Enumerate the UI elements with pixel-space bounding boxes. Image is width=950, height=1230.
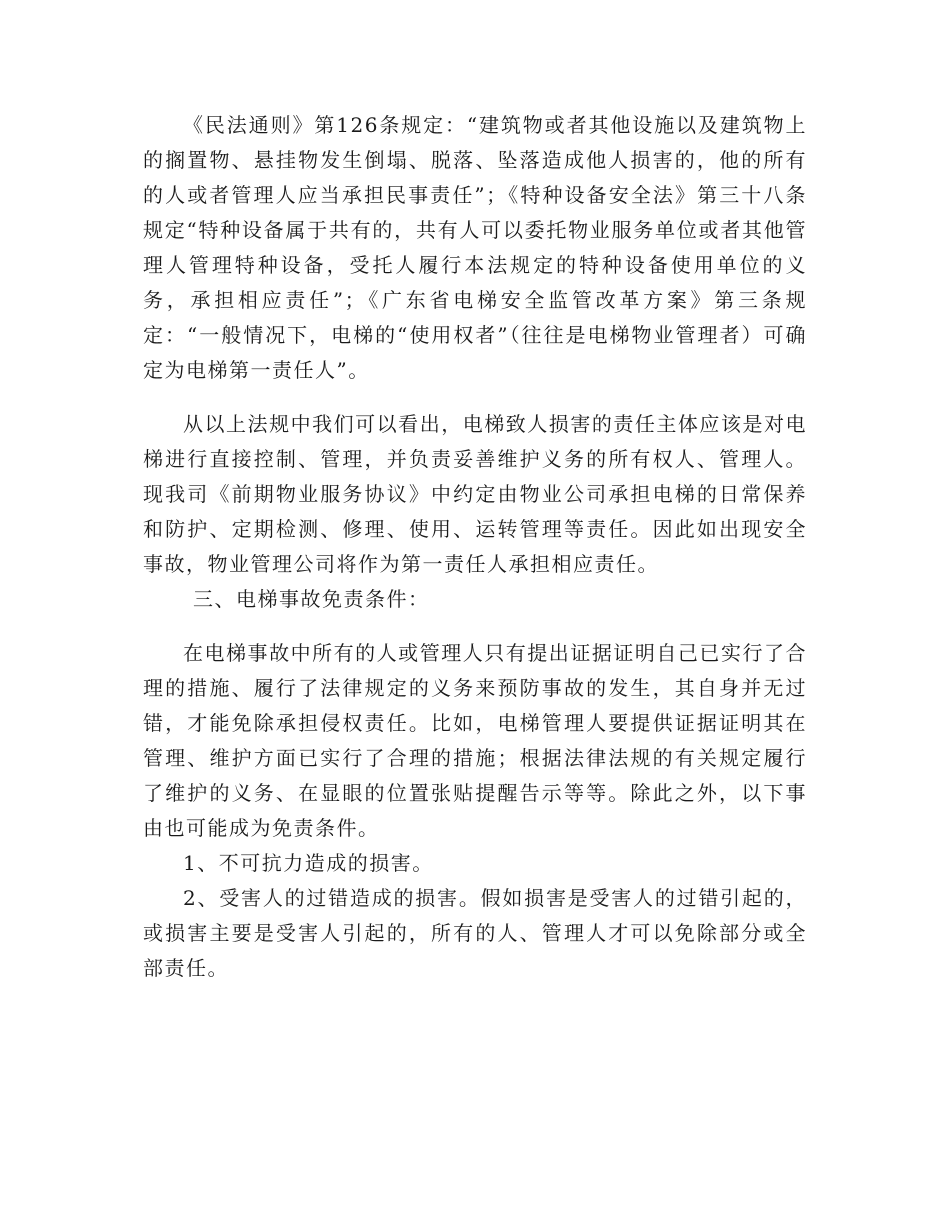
list-item-victim-fault: 2、受害人的过错造成的损害。假如损害是受害人的过错引起的，或损害主要是受害人引起的，所有的人、管理人才可以免除部分或全部责任。 [143, 886, 807, 980]
paragraph-responsibility-subject: 从以上法规中我们可以看出，电梯致人损害的责任主体应该是对电梯进行直接控制、管理，并负责妥善维护义务的所有权人、管理人。现我司《前期物业服务协议》中约定由物业公司承担电梯的日常保养和防护、定期检测、修理、使用、运转管理等责任。因此如出现安全事故，物业管理公司将作为第一责任人承担相应责任。 [143, 412, 807, 576]
list-item-force-majeure: 1、不可抗力造成的损害。 [183, 851, 434, 875]
paragraph-exemption-conditions: 在电梯事故中所有的人或管理人只有提出证据证明自己已实行了合理的措施、履行了法律规定的义务来预防事故的发生，其自身并无过错，才能免除承担侵权责任。比如，电梯管理人要提供证据证明其在管理、维护方面已实行了合理的措施；根据法律法规的有关规定履行了维护的义务、在显眼的位置张贴提醒告示等等。除此之外，以下事由也可能成为免责条件。 [143, 641, 807, 840]
document-body [143, 108, 807, 986]
paragraph-legal-provisions: 《民法通则》第126条规定：“建筑物或者其他设施以及建筑物上的搁置物、悬挂物发生倒塌、脱落、坠落造成他人损害的，他的所有的人或者管理人应当承担民事责任”；《特种设备安全法》第三十八条规定“特种设备属于共有的，共有人可以委托物业服务单位或者其他管理人管理特种设备，受托人履行本法规定的特种设备使用单位的义务，承担相应责任”；《广东省电梯安全监管改革方案》第三条规定：“一般情况下，电梯的“使用权者”（往往是电梯物业管理者）可确定为电梯第一责任人”。 [143, 113, 807, 382]
section-heading-exemption: 三、电梯事故免责条件： [193, 587, 430, 611]
